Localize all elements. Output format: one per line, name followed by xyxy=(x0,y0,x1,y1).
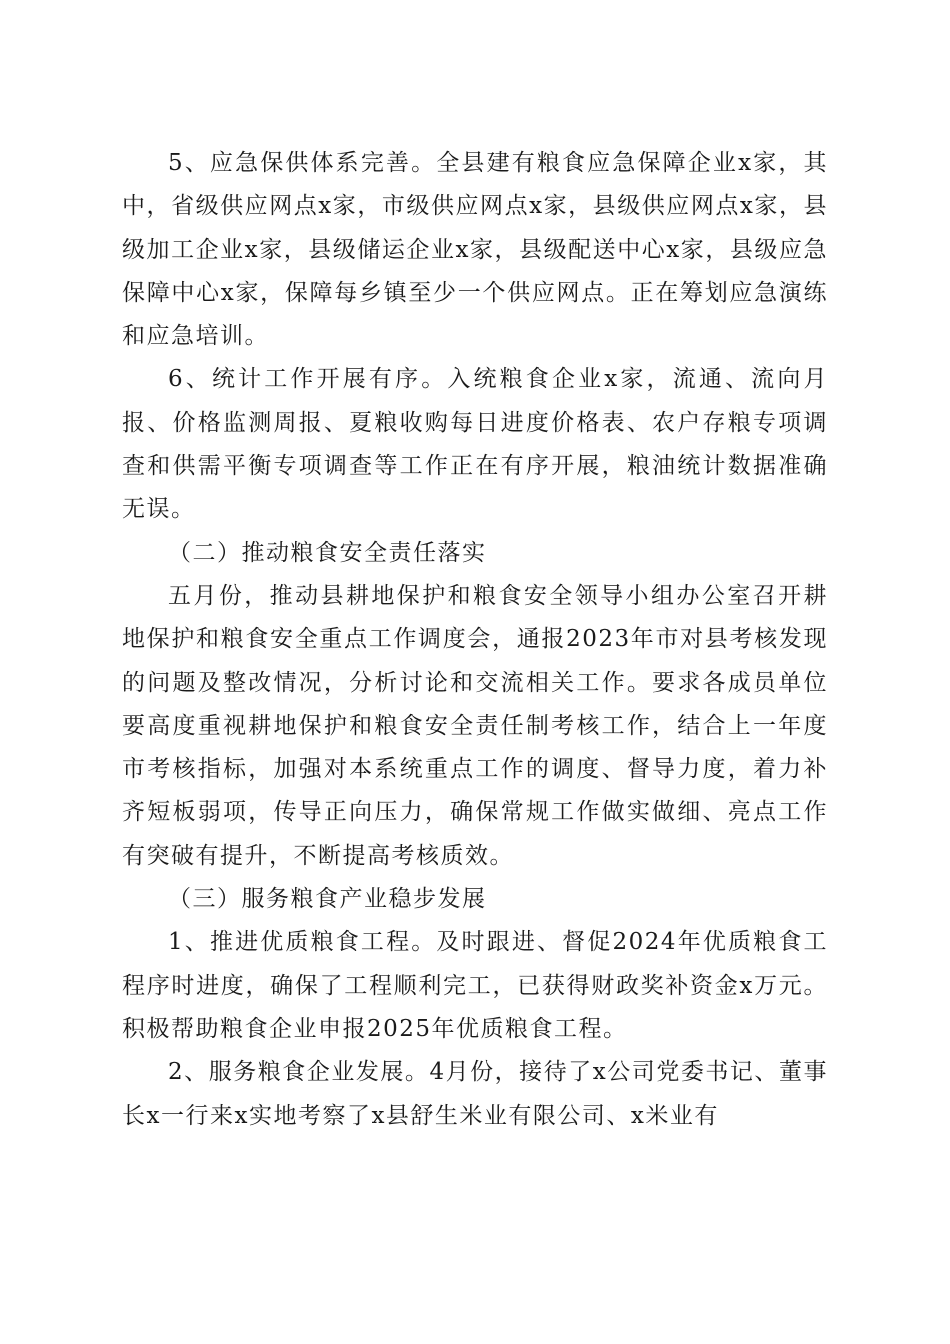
paragraph-emergency-supply: 5、应急保供体系完善。全县建有粮食应急保障企业x家，其中，省级供应网点x家，市级供应网点x家，县级供应网点x家，县级加工企业x家，县级储运企业x家，县级配送中心x家，县级应急保障中心x家，保障每乡镇至少一个供应网点。正在筹划应急演练和应急培训。 xyxy=(122,150,828,350)
paragraph-quality-grain-project: 1、推进优质粮食工程。及时跟进、督促2024年优质粮食工程序时进度，确保了工程顺利完工，已获得财政奖补资金x万元。积极帮助粮食企业申报2025年优质粮食工程。 xyxy=(122,929,828,1042)
paragraph-may-dispatch-meeting: 五月份，推动县耕地保护和粮食安全领导小组办公室召开耕地保护和粮食安全重点工作调度会，通报2023年市对县考核发现的问题及整改情况，分析讨论和交流相关工作。要求各成员单位要高度重视耕地保护和粮食安全责任制考核工作，结合上一年度市考核指标，加强对本系统重点工作的调度、督导力度，着力补齐短板弱项，传导正向压力，确保常规工作做实做细、亮点工作有突破有提升，不断提高考核质效。 xyxy=(122,582,828,869)
paragraph-serve-grain-enterprises: 2、服务粮食企业发展。4月份，接待了x公司党委书记、董事长x一行来x实地考察了x县舒生米业有限公司、x米业有 xyxy=(122,1059,828,1129)
paragraph-statistics-work: 6、统计工作开展有序。入统粮食企业x家，流通、流向月报、价格监测周报、夏粮收购每日进度价格表、农户存粮专项调查和供需平衡专项调查等工作正在有序开展，粮油统计数据准确无误。 xyxy=(122,366,828,523)
document-body xyxy=(122,142,828,1138)
section-heading-grain-security-responsibility: （二）推动粮食安全责任落实 xyxy=(168,539,487,566)
section-heading-grain-industry-development: （三）服务粮食产业稳步发展 xyxy=(168,886,487,913)
